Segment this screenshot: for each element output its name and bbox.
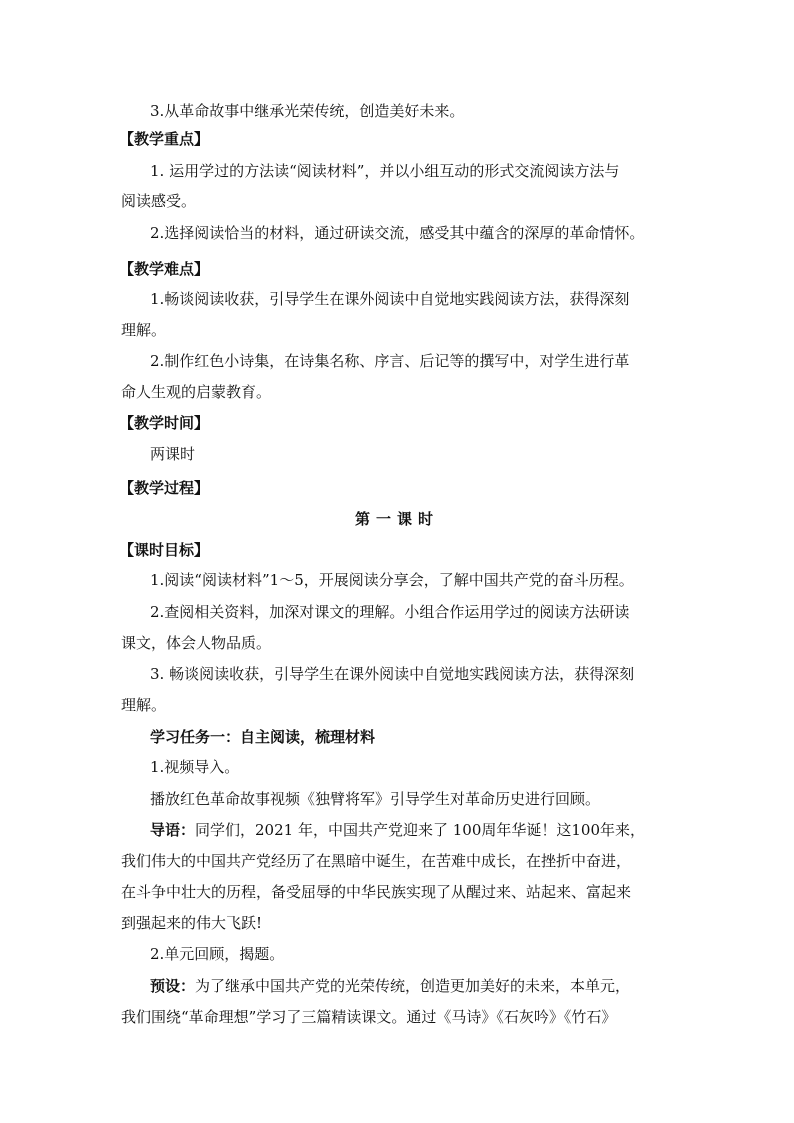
learning-task-1: 学习任务一：自主阅读，梳理材料: [150, 728, 376, 746]
intro-label: 导语：: [150, 821, 196, 839]
lesson-goal-1: 1.阅读“阅读材料”1～5，开展阅读分享会，了解中国共产党的奋斗历程。: [150, 571, 634, 589]
heading-key-points: 【教学重点】: [119, 130, 210, 148]
lesson-goal-3b: 理解。: [121, 696, 167, 714]
heading-teaching-time: 【教学时间】: [119, 414, 210, 432]
key-point-1a: 1. 运用学过的方法读“阅读材料”，并以小组互动的形式交流阅读方法与: [150, 162, 620, 180]
heading-lesson-goals: 【课时目标】: [119, 541, 210, 559]
difficulty-2a: 2.制作红色小诗集，在诗集名称、序言、后记等的撰写中，对学生进行革: [150, 352, 630, 370]
step-1: 1.视频导入。: [150, 758, 240, 776]
preset-label: 预设：: [150, 977, 196, 995]
lesson-goal-2a: 2.查阅相关资料，加深对课文的理解。小组合作运用学过的阅读方法研读: [150, 603, 630, 621]
preset-text-a: 为了继承中国共产党的光荣传统，创造更加美好的未来，本单元，: [195, 977, 631, 995]
key-point-1b: 阅读感受。: [121, 192, 197, 210]
difficulty-1b: 理解。: [121, 321, 167, 339]
lesson-title: 第一课时: [354, 510, 439, 528]
goal-3: 3.从革命故事中继承光荣传统，创造美好未来。: [150, 102, 465, 120]
step-2: 2.单元回顾，揭题。: [150, 945, 285, 963]
heading-teaching-process: 【教学过程】: [119, 479, 210, 497]
intro-line-a: [150, 820, 645, 840]
intro-text-a: 同学们，2021 年，中国共产党迎来了 100周年华诞！这100年来，: [195, 821, 645, 839]
preset-line-b: 我们围绕“革命理想”学习了三篇精读课文。通过《马诗》《石灰吟》《竹石》: [121, 1008, 617, 1026]
teaching-time-value: 两课时: [150, 445, 196, 463]
lesson-goal-3a: 3. 畅谈阅读收获，引导学生在课外阅读中自觉地实践阅读方法，获得深刻: [150, 665, 635, 683]
step-1-text: 播放红色革命故事视频《独臂将军》引导学生对革命历史进行回顾。: [150, 790, 601, 808]
difficulty-2b: 命人生观的启蒙教育。: [121, 383, 272, 401]
heading-difficulties: 【教学难点】: [119, 260, 210, 278]
intro-line-d: 到强起来的伟大飞跃!: [121, 914, 263, 932]
key-point-2: 2.选择阅读恰当的材料，通过研读交流，感受其中蕴含的深厚的革命情怀。: [150, 224, 645, 242]
intro-line-b: 我们伟大的中国共产党经历了在黑暗中诞生，在苦难中成长，在挫折中奋进，: [121, 852, 632, 870]
intro-line-c: 在斗争中壮大的历程，备受屈辱的中华民族实现了从醒过来、站起来、富起来: [121, 883, 632, 901]
difficulty-1a: 1.畅谈阅读收获，引导学生在课外阅读中自觉地实践阅读方法，获得深刻: [150, 290, 630, 308]
lesson-goal-2b: 课文，体会人物品质。: [121, 634, 272, 652]
preset-line-a: [150, 976, 630, 996]
